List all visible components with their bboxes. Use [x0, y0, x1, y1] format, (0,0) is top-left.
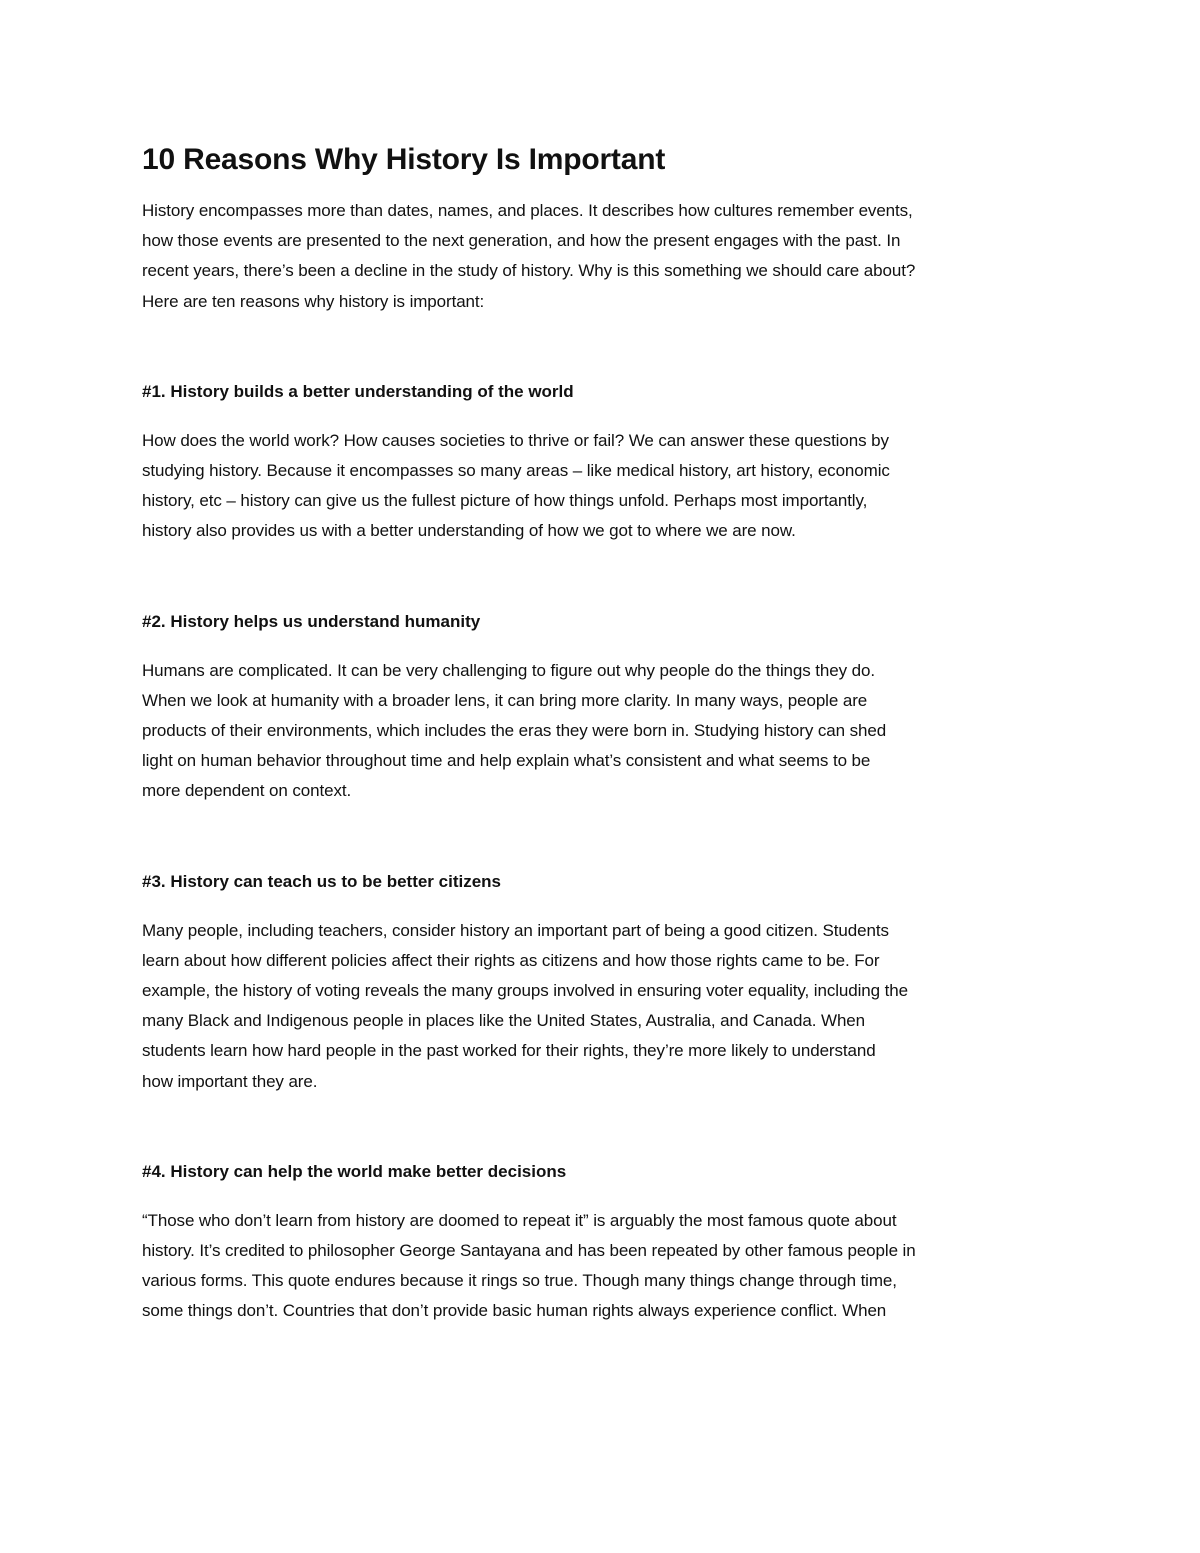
paragraph-line: history, etc – history can give us the fullest picture of how things unfold. Perhaps most importantly, [142, 491, 868, 511]
paragraph-line: How does the world work? How causes societies to thrive or fail? We can answer these questions by [142, 430, 889, 450]
spacer [142, 407, 1062, 426]
spacer [142, 317, 1062, 377]
paragraph-line: many Black and Indigenous people in places like the United States, Australia, and Canada. When [142, 1011, 866, 1031]
section-paragraph [142, 916, 1062, 1097]
spacer [142, 1097, 1062, 1157]
section-heading: #2. History helps us understand humanity [142, 611, 481, 631]
paragraph-line: history also provides us with a better understanding of how we got to where we are now. [142, 521, 796, 541]
section-paragraph [142, 426, 1062, 547]
spacer [142, 897, 1062, 916]
paragraph-line: Many people, including teachers, consider history an important part of being a good citizen. Students [142, 920, 889, 940]
section-paragraph [142, 656, 1062, 807]
paragraph-line: When we look at humanity with a broader lens, it can bring more clarity. In many ways, people are [142, 690, 868, 710]
document-body [142, 140, 1062, 1327]
paragraph-line: light on human behavior throughout time and help explain what’s consistent and what seems to be [142, 751, 871, 771]
paragraph-line: Here are ten reasons why history is important: [142, 291, 485, 311]
spacer [142, 547, 1062, 607]
paragraph-line: recent years, there’s been a decline in the study of history. Why is this something we should care about? [142, 261, 916, 281]
intro-paragraph [142, 196, 1062, 317]
section-heading: #3. History can teach us to be better citizens [142, 871, 502, 891]
paragraph-line: various forms. This quote endures because it rings so true. Though many things change through time, [142, 1271, 897, 1291]
paragraph-line: students learn how hard people in the past worked for their rights, they’re more likely to understand [142, 1041, 876, 1061]
paragraph-line: studying history. Because it encompasses so many areas – like medical history, art history, economic [142, 461, 890, 481]
document-title: 10 Reasons Why History Is Important [142, 143, 666, 176]
paragraph-line: learn about how different policies affect their rights as citizens and how those rights came to be. For [142, 950, 880, 970]
section-paragraph [142, 1206, 1062, 1327]
paragraph-line: how those events are presented to the next generation, and how the present engages with the past. In [142, 231, 901, 251]
paragraph-line: how important they are. [142, 1071, 318, 1091]
section-heading: #4. History can help the world make better decisions [142, 1161, 567, 1181]
paragraph-line: history. It’s credited to philosopher George Santayana and has been repeated by other famous people in [142, 1241, 916, 1261]
section-heading: #1. History builds a better understanding of the world [142, 381, 574, 401]
paragraph-line: History encompasses more than dates, names, and places. It describes how cultures remember events, [142, 201, 913, 220]
paragraph-line: some things don’t. Countries that don’t provide basic human rights always experience conflict. When [142, 1301, 887, 1321]
paragraph-line: products of their environments, which includes the eras they were born in. Studying history can shed [142, 721, 887, 741]
spacer [142, 1187, 1062, 1206]
spacer [142, 637, 1062, 656]
spacer [142, 807, 1062, 867]
paragraph-line: Humans are complicated. It can be very challenging to figure out why people do the things they do. [142, 660, 875, 680]
paragraph-line: “Those who don’t learn from history are doomed to repeat it” is arguably the most famous quote about [142, 1210, 897, 1230]
paragraph-line: more dependent on context. [142, 781, 352, 801]
paragraph-line: example, the history of voting reveals the many groups involved in ensuring voter equality, including the [142, 981, 908, 1001]
